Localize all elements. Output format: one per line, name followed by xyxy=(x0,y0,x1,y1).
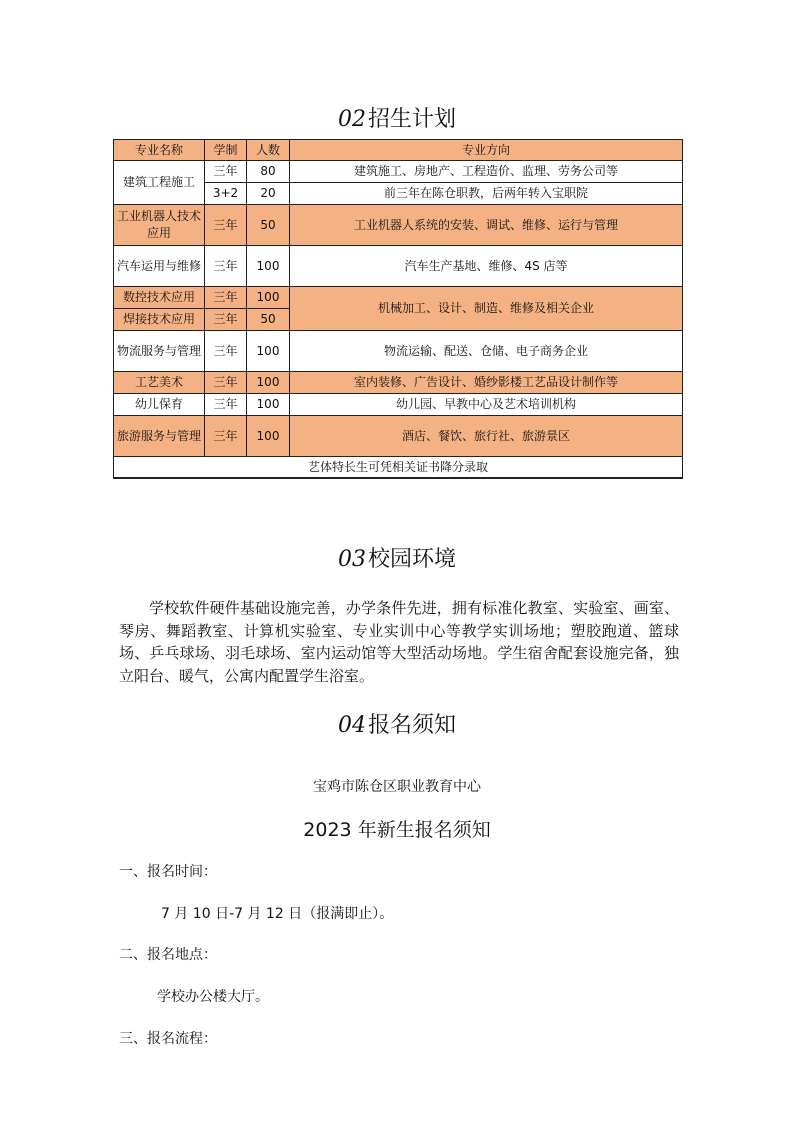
organization-name: 宝鸡市陈仓区职业教育中心 xyxy=(313,779,481,795)
cell-direction: 幼儿园、早教中心及艺术培训机构 xyxy=(290,394,683,416)
cell-count: 100 xyxy=(247,394,290,416)
notice-content-location: 学校办公楼大厅。 xyxy=(157,989,269,1005)
cell-major: 物流服务与管理 xyxy=(114,331,205,372)
cell-direction: 汽车生产基地、维修、4S 店等 xyxy=(290,246,683,287)
cell-duration: 三年 xyxy=(205,161,247,183)
cell-duration: 三年 xyxy=(205,331,247,372)
cell-major: 工艺美术 xyxy=(114,372,205,394)
section-title-text: 招生计划 xyxy=(367,107,456,132)
cell-major: 建筑工程施工 xyxy=(114,161,205,205)
cell-duration: 三年 xyxy=(205,205,247,246)
cell-count: 50 xyxy=(247,205,290,246)
cell-major: 旅游服务与管理 xyxy=(114,416,205,457)
cell-count: 100 xyxy=(247,246,290,287)
section-number: 03 xyxy=(337,547,366,572)
cell-count: 80 xyxy=(247,161,290,183)
section-title-plan xyxy=(0,102,794,133)
section-title-text: 校园环境 xyxy=(367,547,456,572)
cell-duration: 三年 xyxy=(205,309,247,331)
cell-duration: 三年 xyxy=(205,287,247,309)
section-title-text: 报名须知 xyxy=(367,713,456,738)
section-title-notice xyxy=(0,708,794,739)
cell-direction: 建筑施工、房地产、工程造价、监理、劳务公司等 xyxy=(290,161,683,183)
cell-count: 100 xyxy=(247,331,290,372)
table-row xyxy=(114,161,683,183)
section-number: 04 xyxy=(337,713,366,738)
header-major: 专业名称 xyxy=(114,140,205,161)
cell-duration: 三年 xyxy=(205,416,247,457)
cell-duration: 三年 xyxy=(205,246,247,287)
notice-heading-location: 二、报名地点： xyxy=(119,947,217,963)
cell-major: 数控技术应用 xyxy=(114,287,205,309)
notice-heading-process: 三、报名流程： xyxy=(119,1031,217,1047)
notice-content-time: 7 月 10 日-7 月 12 日（报满即止）。 xyxy=(161,906,394,922)
table-row xyxy=(114,287,683,309)
cell-direction: 酒店、餐饮、旅行社、旅游景区 xyxy=(290,416,683,457)
cell-duration: 三年 xyxy=(205,372,247,394)
cell-count: 50 xyxy=(247,309,290,331)
cell-count: 100 xyxy=(247,287,290,309)
cell-direction: 室内装修、广告设计、婚纱影楼工艺品设计制作等 xyxy=(290,372,683,394)
table-row xyxy=(114,331,683,372)
cell-duration: 3+2 xyxy=(205,183,247,205)
cell-count: 100 xyxy=(247,416,290,457)
cell-major: 工业机器人技术应用 xyxy=(114,205,205,246)
enrollment-plan-table xyxy=(113,139,683,479)
cell-count: 100 xyxy=(247,372,290,394)
cell-major: 焊接技术应用 xyxy=(114,309,205,331)
table-row xyxy=(114,416,683,457)
table-row xyxy=(114,394,683,416)
cell-count: 20 xyxy=(247,183,290,205)
header-duration: 学制 xyxy=(205,140,247,161)
table-row xyxy=(114,246,683,287)
cell-major: 汽车运用与维修 xyxy=(114,246,205,287)
environment-paragraph: 学校软件硬件基础设施完善，办学条件先进，拥有标准化教室、实验室、画室、琴房、舞蹈教室、计算机实验室、专业实训中心等教学实训场地；塑胶跑道、篮球场、乒乓球场、羽毛球场、室内运动馆等大型活动场地。学生宿舍配套设施完备，独立阳台、暖气，公寓内配置学生浴室。 xyxy=(119,599,679,685)
section-number: 02 xyxy=(337,107,366,132)
cell-direction: 工业机器人系统的安装、调试、维修、运行与管理 xyxy=(290,205,683,246)
cell-direction: 机械加工、设计、制造、维修及相关企业 xyxy=(290,287,683,331)
table-footer-row xyxy=(114,457,683,479)
table-row xyxy=(114,372,683,394)
notice-heading-time: 一、报名时间： xyxy=(119,864,217,880)
cell-direction: 物流运输、配送、仓储、电子商务企业 xyxy=(290,331,683,372)
cell-direction: 前三年在陈仓职教，后两年转入宝职院 xyxy=(290,183,683,205)
header-direction: 专业方向 xyxy=(290,140,683,161)
notice-title: 2023 年新生报名须知 xyxy=(303,819,491,841)
cell-duration: 三年 xyxy=(205,394,247,416)
table-footer-note: 艺体特长生可凭相关证书降分录取 xyxy=(114,457,683,479)
table-header-row xyxy=(114,140,683,161)
header-count: 人数 xyxy=(247,140,290,161)
section-title-environment xyxy=(0,542,794,573)
table-row xyxy=(114,205,683,246)
cell-major: 幼儿保育 xyxy=(114,394,205,416)
